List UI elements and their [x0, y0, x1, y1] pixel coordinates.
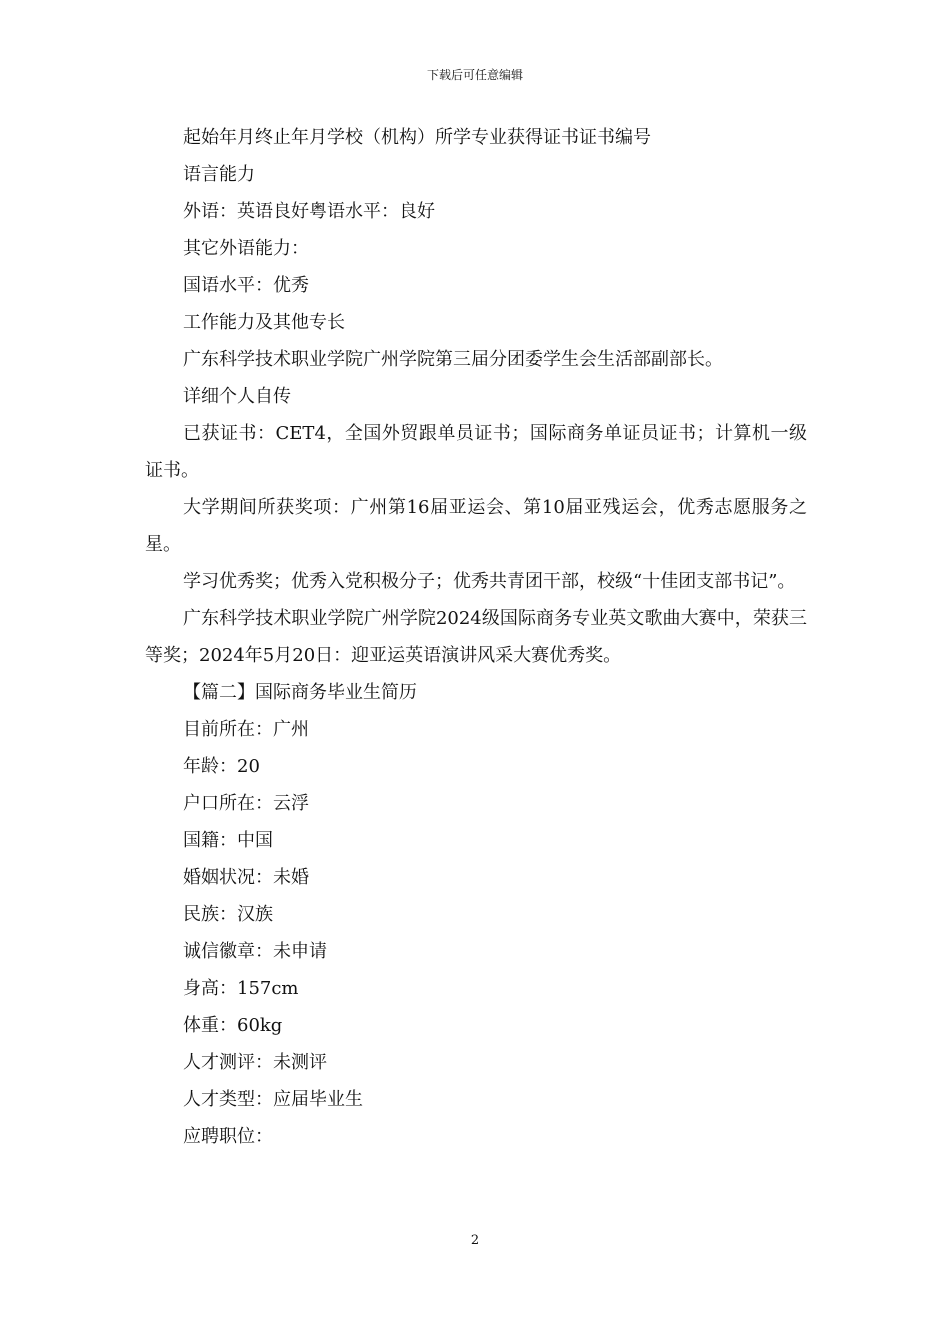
- document-body: [145, 119, 807, 1155]
- paragraph: 民族：汉族: [183, 904, 273, 925]
- paragraph: 婚姻状况：未婚: [183, 867, 309, 888]
- paragraph: 诚信徽章：未申请: [183, 941, 327, 962]
- page-header: 下载后可任意编辑: [426, 68, 523, 82]
- paragraph: 语言能力: [183, 164, 255, 185]
- paragraph: 工作能力及其他专长: [183, 312, 345, 333]
- paragraph: 国语水平：优秀: [183, 275, 309, 296]
- paragraph: 体重：60kg: [183, 1015, 283, 1036]
- paragraph: 已获证书：CET4，全国外贸跟单员证书；国际商务单证员证书；计算机一级证书。: [145, 423, 807, 481]
- paragraph: 其它外语能力：: [183, 238, 309, 259]
- paragraph: 广东科学技术职业学院广州学院第三届分团委学生会生活部副部长。: [183, 349, 723, 370]
- paragraph: 人才类型：应届毕业生: [183, 1089, 363, 1110]
- paragraph: 大学期间所获奖项：广州第16届亚运会、第10届亚残运会，优秀志愿服务之星。: [145, 497, 807, 555]
- paragraph: 户口所在：云浮: [183, 793, 309, 814]
- paragraph: 国籍：中国: [183, 830, 273, 851]
- paragraph: 广东科学技术职业学院广州学院2024级国际商务专业英文歌曲大赛中，荣获三等奖；2024年5月20日：迎亚运英语演讲风采大赛优秀奖。: [145, 608, 807, 666]
- section-heading: 【篇二】国际商务毕业生简历: [183, 682, 417, 703]
- paragraph: 应聘职位：: [183, 1126, 273, 1147]
- paragraph: 年龄：20: [183, 756, 260, 777]
- paragraph: 外语：英语良好粤语水平：良好: [183, 201, 435, 222]
- paragraph: 起始年月终止年月学校（机构）所学专业获得证书证书编号: [183, 127, 651, 148]
- paragraph: 详细个人自传: [183, 386, 291, 407]
- page-number: 2: [470, 1233, 480, 1248]
- paragraph: 学习优秀奖；优秀入党积极分子；优秀共青团干部，校级“十佳团支部书记”。: [183, 571, 796, 592]
- paragraph: 人才测评：未测评: [183, 1052, 327, 1073]
- paragraph: 身高：157cm: [183, 978, 299, 999]
- paragraph: 目前所在：广州: [183, 719, 309, 740]
